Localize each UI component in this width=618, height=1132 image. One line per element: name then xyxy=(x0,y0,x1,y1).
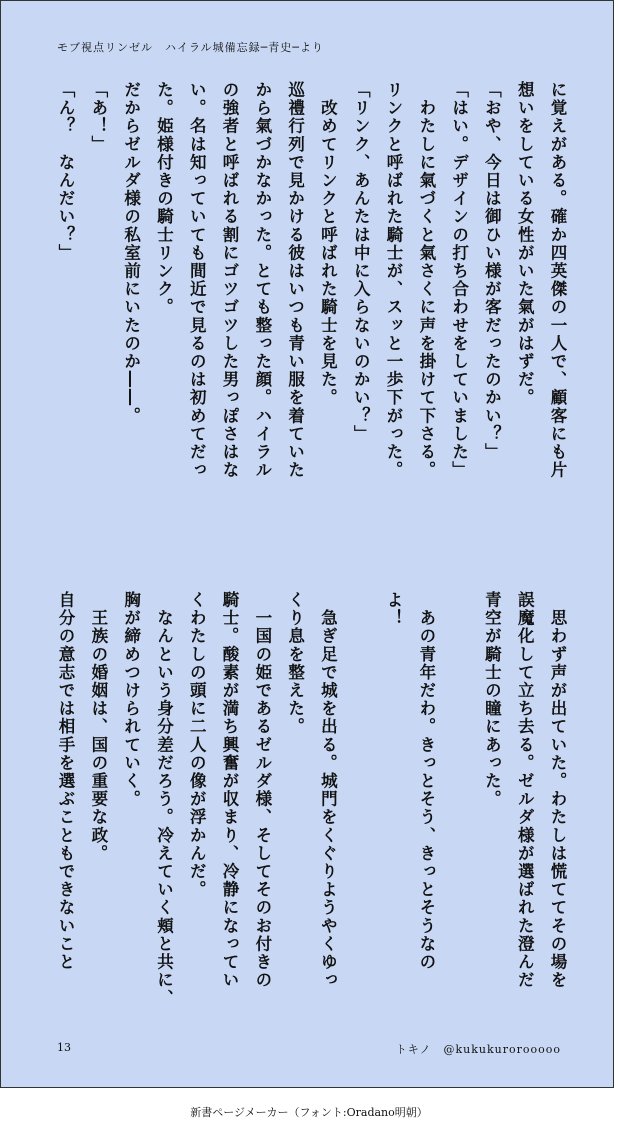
text-line: だからゼルダ様の私室前にいたのか――。 xyxy=(121,81,141,425)
footer-credit: 新書ページメーカー（フォント:Oradano明朝） xyxy=(190,1106,428,1119)
author-credit: トキノ @kukukurorooooo xyxy=(395,1043,561,1056)
running-header: モブ視点リンゼル ハイラル城備忘録─青史─より xyxy=(57,41,324,54)
text-line: 改めてリンクと呼ばれた騎士を見た。 xyxy=(318,81,338,407)
text-line: わたしに氣づくと氣さくに声を掛けて下さる。 xyxy=(416,81,436,480)
text-line: よ！ xyxy=(384,591,404,628)
text-block-top xyxy=(48,81,573,551)
text-line: 「ん？ なんだい？」 xyxy=(56,81,76,262)
text-line: から氣づかなかった。とても整った顔。ハイラル xyxy=(252,81,272,480)
text-line: くり息を整えた。 xyxy=(285,591,305,736)
text-line: 急ぎ足で城を出る。城門をくぐりようやくゆっ xyxy=(318,591,338,990)
text-line: 想いをしている女性がいた氣がはずだ。 xyxy=(515,81,535,407)
text-line: 「リンク、あんたは中に入らないのかい？」 xyxy=(351,81,371,443)
text-line: に覚えがある。確か四英傑の一人で、顧客にも片 xyxy=(548,81,567,480)
page-number: 13 xyxy=(57,1041,71,1054)
text-line xyxy=(343,591,376,1031)
text-line: 「はい。デザインの打ち合わせをしていました」 xyxy=(449,81,469,480)
text-line: 騎士。酸素が満ち興奮が収まり、冷静になってい xyxy=(220,591,240,990)
text-line: 一国の姫であるゼルダ様、そしてそのお付きの xyxy=(252,591,272,990)
text-line: あの青年だわ。きっとそう、きっとそうなの xyxy=(416,591,436,972)
text-line: くわたしの頭に二人の像が浮かんだ。 xyxy=(187,591,207,899)
text-line: 王族の婚姻は、国の重要な政。 xyxy=(88,591,108,863)
text-line: た。姫様付きの騎士リンク。 xyxy=(154,81,174,317)
text-line: 胸が締めつけられていく。 xyxy=(121,591,141,809)
text-line: 自分の意志では相手を選ぶこともできないこと xyxy=(56,591,76,972)
text-line: 「あ！」 xyxy=(88,81,108,154)
text-line: なんという身分差だろう。冷えていく頬と共に、 xyxy=(154,591,174,1008)
text-line: 「おや、今日は御ひい様が客だったのかい？」 xyxy=(482,81,502,462)
text-line: 誤魔化して立ち去る。ゼルダ様が選ばれた澄んだ xyxy=(515,591,535,990)
text-line: い。名は知っていても間近で見るのは初めてだっ xyxy=(187,81,207,480)
text-line: リンクと呼ばれた騎士が、スッと一歩下がった。 xyxy=(384,81,404,480)
text-line: 思わず声が出ていた。わたしは慌ててその場を xyxy=(548,591,567,990)
text-block-bottom xyxy=(48,591,573,1031)
text-line: 青空が騎士の瞳にあった。 xyxy=(482,591,502,809)
text-line xyxy=(442,591,475,1031)
text-line: 巡禮行列で見かける彼はいつも青い服を着ていた xyxy=(285,81,305,480)
text-line: の強者と呼ばれる割にゴツゴツした男っぽさはな xyxy=(220,81,240,480)
